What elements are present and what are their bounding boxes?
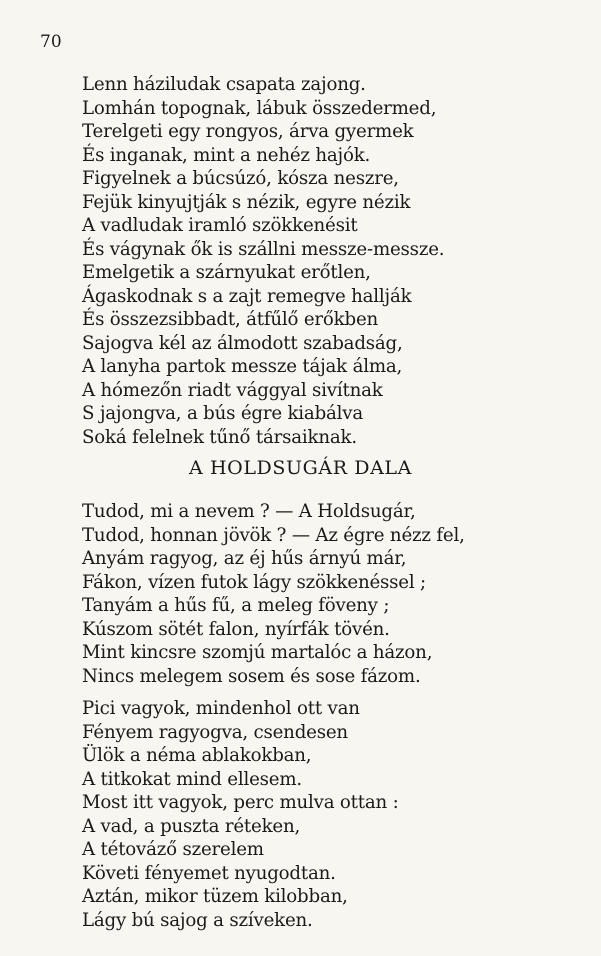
verse-line: Pici vagyok, mindenhol ott van <box>82 698 360 719</box>
verse-line: Emelgetik a szárnyukat erőtlen, <box>82 262 371 283</box>
verse-line: Sajogva kél az álmodott szabadság, <box>82 332 403 354</box>
verse-line: Most itt vagyok, perc mulva ottan : <box>82 792 399 813</box>
verse-line: És inganak, mint a nehéz hajók. <box>82 144 371 166</box>
verse-line: Lomhán topognak, lábuk összedermed, <box>82 97 437 119</box>
verse-line: Terelgeti egy rongyos, árva gyermek <box>82 121 414 142</box>
verse-line: Lágy bú sajog a szíveken. <box>82 909 313 931</box>
verse-line: Ülök a néma ablakokban, <box>82 745 312 766</box>
poem-stanza-2 <box>82 500 465 688</box>
verse-line: A hómezőn riadt vággyal sivítnak <box>82 379 383 401</box>
verse-line: A titkokat mind ellesem. <box>82 768 302 790</box>
verse-line: És vágynak ők is szállni messze-messze. <box>82 238 445 260</box>
verse-line: Anyám ragyog, az éj hűs árnyú már, <box>82 548 407 569</box>
verse-line: A lanyha partok messze tájak álma, <box>82 356 403 377</box>
verse-line: A vad, a puszta réteken, <box>82 815 301 837</box>
verse-line: Ágaskodnak s a zajt remegve hallják <box>82 285 412 307</box>
verse-line: A vadludak iramló szökkenésit <box>82 215 358 236</box>
verse-line: Tudod, honnan jövök ? — Az égre nézz fel, <box>82 524 465 546</box>
verse-line: És összezsibbadt, átfűlő erőkben <box>82 309 379 330</box>
verse-line: Tudod, mi a nevem ? — A Holdsugár, <box>82 501 416 522</box>
verse-line: Mint kincsre szomjú martalóc a házon, <box>82 642 433 663</box>
poem-stanza-1 <box>82 73 444 449</box>
verse-line: Fejük kinyujtják s nézik, egyre nézik <box>82 191 411 213</box>
verse-line: Lenn háziludak csapata zajong. <box>82 74 366 95</box>
verse-line: Kúszom sötét falon, nyírfák tövén. <box>82 618 390 640</box>
verse-line: Soká felelnek tűnő társaiknak. <box>82 426 357 448</box>
poem-title: A HOLDSUGÁR DALA <box>189 457 412 479</box>
verse-line: Figyelnek a búcsúzó, kósza neszre, <box>82 168 399 189</box>
poem-stanza-3 <box>82 697 399 932</box>
verse-line: S jajongva, a bús égre kiabálva <box>82 403 363 424</box>
verse-line: Fényem ragyogva, csendesen <box>82 721 348 743</box>
verse-line: Fákon, vízen futok lágy szökkenéssel ; <box>82 571 426 593</box>
verse-line: Aztán, mikor tüzem kilobban, <box>82 886 348 907</box>
verse-line: Tanyám a hűs fű, a meleg föveny ; <box>82 595 390 616</box>
verse-line: Követi fényemet nyugodtan. <box>82 862 336 884</box>
page-number: 70 <box>40 32 62 52</box>
verse-line: Nincs melegem sosem és sose fázom. <box>82 665 421 687</box>
verse-line: A tétováző szerelem <box>82 839 264 860</box>
